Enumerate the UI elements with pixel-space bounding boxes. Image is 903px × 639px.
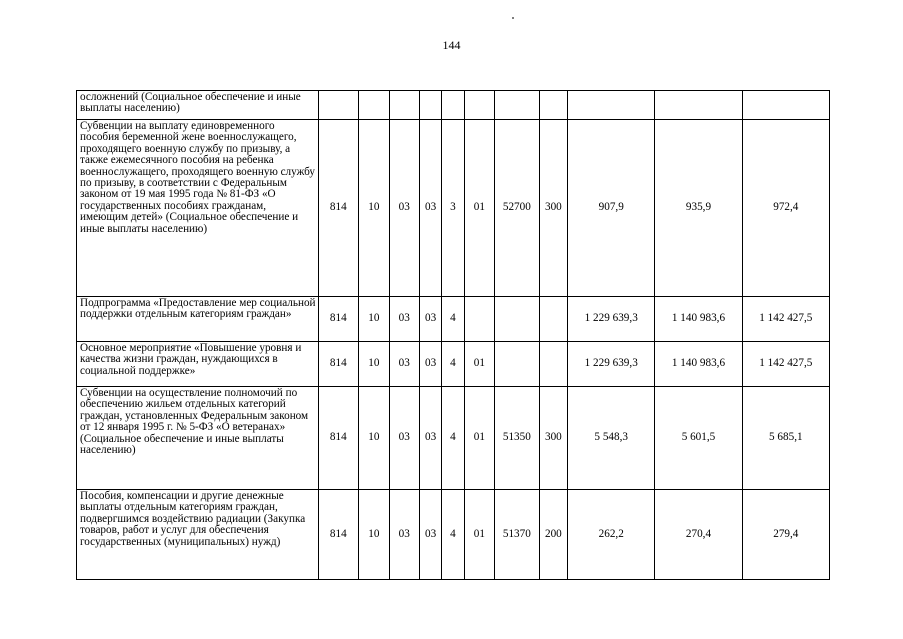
cell-amount-2020: 5 601,5 (655, 387, 742, 490)
cell-program: 03 (419, 120, 441, 297)
cell-direction (495, 342, 540, 387)
cell-amount-2021: 1 142 427,5 (742, 297, 829, 342)
row-description: Пособия, компенсации и другие денежные выплаты отдельным категориям граждан, подвергшимся воздействию радиации (Закупка товаров, работ и услуг для обеспечения государственных (муниципальных) нужд) (77, 490, 319, 580)
budget-table (76, 90, 830, 580)
table-row (77, 387, 830, 490)
cell-expense-type: 300 (539, 387, 567, 490)
cell-direction: 51370 (495, 490, 540, 580)
table-body (77, 91, 830, 580)
cell-program: 03 (419, 490, 441, 580)
cell-subprogram: 4 (442, 490, 464, 580)
cell-amount-2019 (568, 91, 655, 120)
cell-subsection: 03 (389, 120, 419, 297)
cell-section: 10 (359, 297, 389, 342)
cell-admin-code: 814 (318, 120, 359, 297)
cell-amount-2020: 1 140 983,6 (655, 297, 742, 342)
cell-expense-type (539, 297, 567, 342)
cell-event: 01 (464, 387, 494, 490)
cell-subsection: 03 (389, 297, 419, 342)
cell-direction (495, 91, 540, 120)
cell-admin-code (318, 91, 359, 120)
cell-amount-2020: 270,4 (655, 490, 742, 580)
cell-expense-type: 200 (539, 490, 567, 580)
cell-expense-type (539, 91, 567, 120)
cell-amount-2021: 5 685,1 (742, 387, 829, 490)
cell-program: 03 (419, 387, 441, 490)
cell-subprogram (442, 91, 464, 120)
row-description: Субвенции на выплату единовременного пособия беременной жене военнослужащего, проходящего военную службу по призыву, а также ежемесячного пособия на ребенка военнослужащего, проходящего военную службу по призыву, в соответствии с Федеральным законом от 19 мая 1995 года № 81-ФЗ «О государственных пособиях гражданам, имеющим детей» (Социальное обеспечение и иные выплаты населению) (77, 120, 319, 297)
row-description: Основное мероприятие «Повышение уровня и качества жизни граждан, нуждающихся в социальной поддержке» (77, 342, 319, 387)
cell-event: 01 (464, 120, 494, 297)
cell-subsection: 03 (389, 490, 419, 580)
cell-admin-code: 814 (318, 297, 359, 342)
cell-amount-2021: 1 142 427,5 (742, 342, 829, 387)
cell-event: 01 (464, 342, 494, 387)
cell-section: 10 (359, 120, 389, 297)
table-row (77, 120, 830, 297)
cell-subsection (389, 91, 419, 120)
cell-amount-2021: 279,4 (742, 490, 829, 580)
cell-subsection: 03 (389, 342, 419, 387)
table-row (77, 490, 830, 580)
row-description: Субвенции на осуществление полномочий по обеспечению жильем отдельных категорий граждан, установленных Федеральным законом от 12 января 1995 г. № 5-ФЗ «О ветеранах» (Социальное обеспечение и иные выплаты населению) (77, 387, 319, 490)
cell-direction: 51350 (495, 387, 540, 490)
cell-program: 03 (419, 297, 441, 342)
row-description: Подпрограмма «Предоставление мер социальной поддержки отдельным категориям граждан» (77, 297, 319, 342)
cell-section: 10 (359, 342, 389, 387)
cell-amount-2019: 907,9 (568, 120, 655, 297)
cell-event (464, 91, 494, 120)
cell-subprogram: 4 (442, 342, 464, 387)
table-row (77, 91, 830, 120)
cell-event: 01 (464, 490, 494, 580)
cell-program: 03 (419, 342, 441, 387)
cell-direction (495, 297, 540, 342)
cell-amount-2019: 1 229 639,3 (568, 342, 655, 387)
cell-section: 10 (359, 387, 389, 490)
cell-section: 10 (359, 490, 389, 580)
cell-admin-code: 814 (318, 342, 359, 387)
cell-expense-type (539, 342, 567, 387)
cell-direction: 52700 (495, 120, 540, 297)
cell-event (464, 297, 494, 342)
cell-subprogram: 3 (442, 120, 464, 297)
table-row (77, 297, 830, 342)
cell-subprogram: 4 (442, 387, 464, 490)
cell-amount-2021 (742, 91, 829, 120)
table-row (77, 342, 830, 387)
cell-amount-2020: 935,9 (655, 120, 742, 297)
cell-subsection: 03 (389, 387, 419, 490)
cell-amount-2019: 262,2 (568, 490, 655, 580)
cell-amount-2019: 5 548,3 (568, 387, 655, 490)
cell-expense-type: 300 (539, 120, 567, 297)
cell-section (359, 91, 389, 120)
cell-amount-2020: 1 140 983,6 (655, 342, 742, 387)
cell-amount-2021: 972,4 (742, 120, 829, 297)
cell-admin-code: 814 (318, 490, 359, 580)
row-description: осложнений (Социальное обеспечение и иные выплаты населению) (77, 91, 319, 120)
cell-amount-2020 (655, 91, 742, 120)
page-number: 144 (442, 38, 461, 52)
scan-speck (512, 17, 514, 19)
cell-subprogram: 4 (442, 297, 464, 342)
cell-admin-code: 814 (318, 387, 359, 490)
cell-amount-2019: 1 229 639,3 (568, 297, 655, 342)
cell-program (419, 91, 441, 120)
